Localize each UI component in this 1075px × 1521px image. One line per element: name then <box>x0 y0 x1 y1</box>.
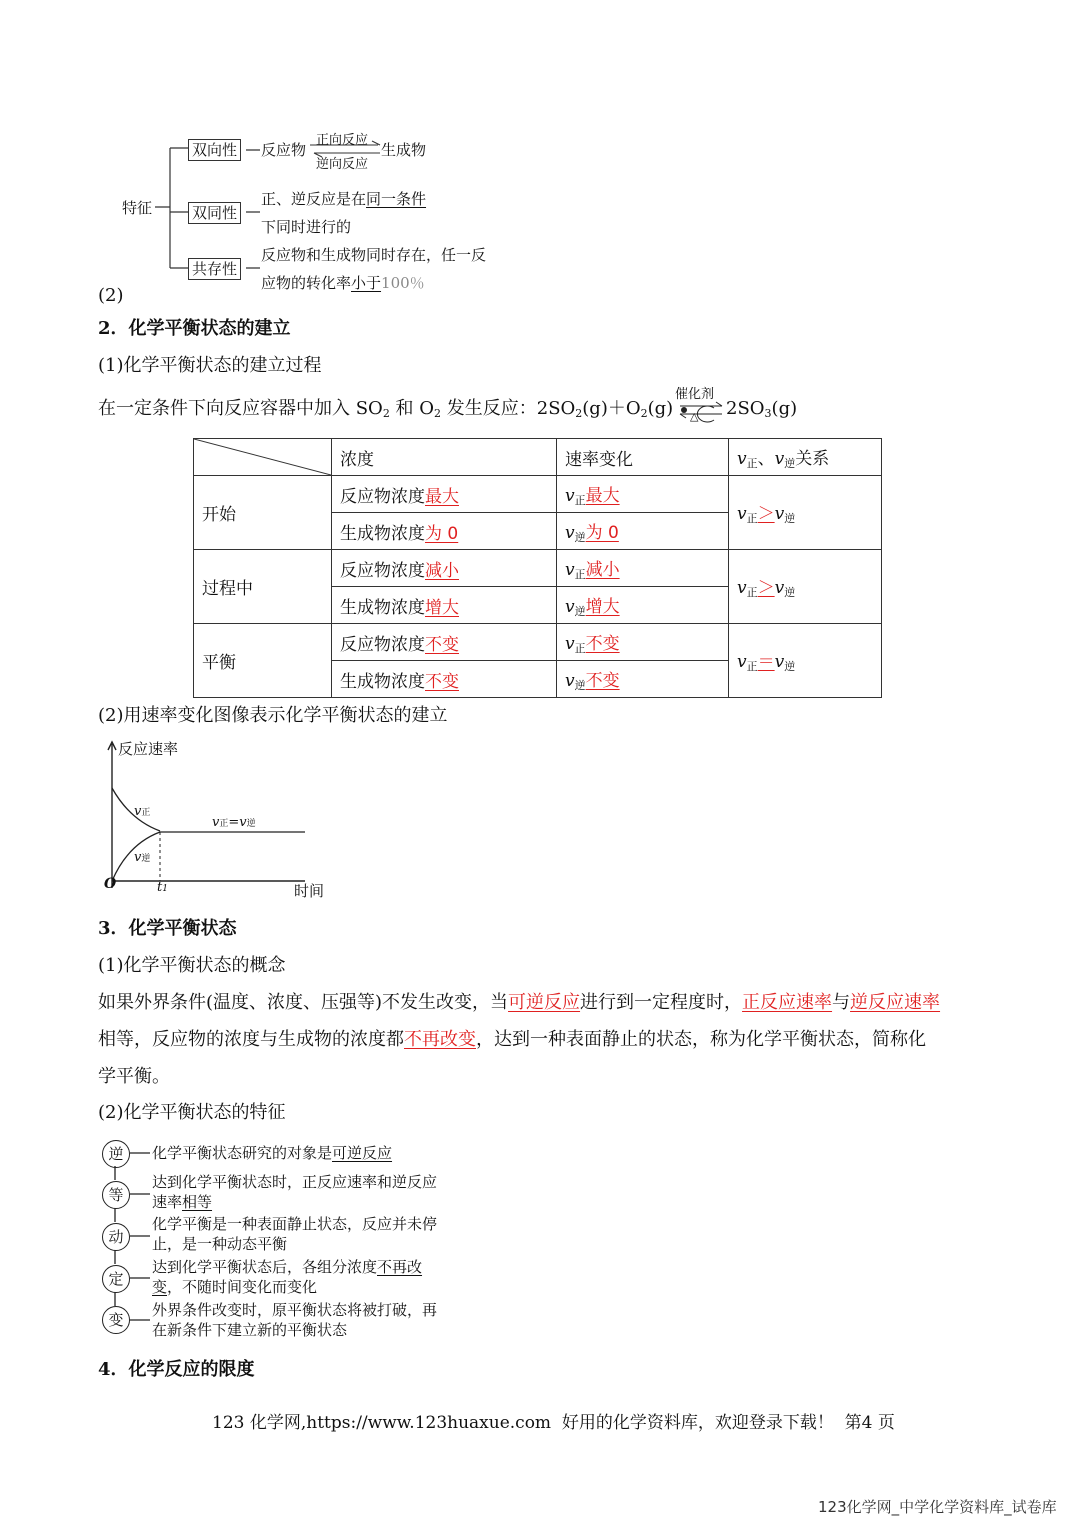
relation-cell: $v_正=v_逆$ <box>729 624 882 698</box>
rate-cell: $v_逆$增大 <box>557 587 729 624</box>
feature-root: 特征 <box>122 199 153 217</box>
graph-vfwd: v正 <box>134 804 151 819</box>
section2-sub1: (1)化学平衡状态的建立过程 <box>98 355 322 376</box>
feature-ding-line2: 变，不随时间变化而变化 <box>152 1278 318 1296</box>
feature-char-bian: 变 <box>102 1306 130 1334</box>
section4-heading: 4．化学反应的限度 <box>98 1359 255 1380</box>
table-row <box>194 624 882 661</box>
feature-char-ni: 逆 <box>102 1140 130 1168</box>
catalyst-label: 催化剂 <box>675 387 715 402</box>
stage-cell: 过程中 <box>194 550 332 624</box>
rate-cell: $v_逆$不变 <box>557 661 729 698</box>
rate-cell: $v_正$减小 <box>557 550 729 587</box>
section2-sub2: (2)用速率变化图像表示化学平衡状态的建立 <box>98 705 448 726</box>
section3-sub2: (2)化学平衡状态的特征 <box>98 1102 286 1123</box>
feature-ni-line: 化学平衡状态研究的对象是可逆反应 <box>152 1144 393 1162</box>
stage-cell: 平衡 <box>194 624 332 698</box>
coexist-line2: 应物的转化率小于100％ <box>261 274 425 292</box>
table-row <box>194 550 882 587</box>
forward-label: 正向反应 <box>316 133 369 148</box>
product-label: 生成物 <box>381 141 427 159</box>
conc-cell: 反应物浓度最大 <box>332 476 557 513</box>
same-line1: 正、逆反应是在同一条件 <box>261 190 427 208</box>
graph-origin: O <box>104 876 117 892</box>
section3-sub1: (1)化学平衡状态的概念 <box>98 955 286 976</box>
relation-cell: $v_正>v_逆$ <box>729 476 882 550</box>
graph-xlabel: 时间 <box>294 882 325 900</box>
reactant-label: 反应物 <box>261 141 307 159</box>
rate-cell: $v_逆$为 0 <box>557 513 729 550</box>
feature-deng-line1: 达到化学平衡状态时，正反应速率和逆反应 <box>152 1173 438 1191</box>
relation-cell: $v_正>v_逆$ <box>729 550 882 624</box>
reverse-label: 逆向反应 <box>316 157 369 172</box>
concept-line1: 如果外界条件(温度、浓度、压强等)不发生改变，当可逆反应进行到一定程度时，正反应速率与逆反应速率 <box>98 992 941 1013</box>
graph-vrev: v逆 <box>134 850 151 865</box>
rate-cell: $v_正$最大 <box>557 476 729 513</box>
section3-heading: 3．化学平衡状态 <box>98 918 237 939</box>
same-box: 双同性 <box>188 202 241 224</box>
page-footer: 123 化学网,https://www.123huaxue.com 好用的化学资料库，欢迎登录下载！ 第4 页 <box>212 1413 895 1433</box>
feature-dong-line1: 化学平衡是一种表面静止状态，反应并未停 <box>152 1215 438 1233</box>
feature-char-deng: 等 <box>102 1181 130 1209</box>
conc-cell: 反应物浓度减小 <box>332 550 557 587</box>
heat-label: △ <box>690 410 699 423</box>
graph-t1: t1 <box>157 880 168 895</box>
feature-bian-line2: 在新条件下建立新的平衡状态 <box>152 1321 348 1339</box>
reaction-product: $2SO_3(g)$ <box>726 398 798 420</box>
feature-ding-line1: 达到化学平衡状态后，各组分浓度不再改 <box>152 1258 423 1276</box>
conc-cell: 生成物浓度为 0 <box>332 513 557 550</box>
graph-ylabel: 反应速率 <box>118 740 179 758</box>
diagonal-header-cell <box>194 439 332 476</box>
table-header-row <box>194 439 882 476</box>
item2-label: (2) <box>98 285 124 306</box>
feature-bian-line1: 外界条件改变时，原平衡状态将被打破，再 <box>152 1301 438 1319</box>
section2-heading: 2．化学平衡状态的建立 <box>98 318 291 339</box>
stage-cell: 开始 <box>194 476 332 550</box>
feature-char-dong: 动 <box>102 1223 130 1251</box>
graph-veq: v正=v逆 <box>212 815 256 830</box>
conc-cell: 生成物浓度增大 <box>332 587 557 624</box>
header-relation: $v_正$、$v_逆$关系 <box>729 439 882 476</box>
rate-cell: $v_正$不变 <box>557 624 729 661</box>
same-line2: 下同时进行的 <box>261 218 352 236</box>
reaction-line: 在一定条件下向反应容器中加入 $SO_2$ 和 $O_2$ 发生反应：$2SO_2(g)+O_2(g)$ <box>98 398 674 420</box>
concept-line3: 学平衡。 <box>98 1066 170 1087</box>
coexist-box: 共存性 <box>188 258 241 280</box>
equilibrium-arrow-icon <box>676 400 726 424</box>
table-row <box>194 476 882 513</box>
bidirectional-box: 双向性 <box>188 139 241 161</box>
feature-deng-line2: 速率相等 <box>152 1193 213 1211</box>
conc-cell: 反应物浓度不变 <box>332 624 557 661</box>
concept-line2: 相等，反应物的浓度与生成物的浓度都不再改变，达到一种表面静止的状态，称为化学平衡状态，简称化 <box>98 1029 926 1050</box>
equilibrium-table <box>193 438 882 698</box>
feature-dong-line2: 止，是一种动态平衡 <box>152 1235 288 1253</box>
feature-char-ding: 定 <box>102 1265 130 1293</box>
header-concentration: 浓度 <box>332 439 557 476</box>
watermark: 123化学网_中学化学资料库_试卷库 <box>818 1498 1057 1516</box>
conc-cell: 生成物浓度不变 <box>332 661 557 698</box>
header-rate-change: 速率变化 <box>557 439 729 476</box>
coexist-line1: 反应物和生成物同时存在，任一反 <box>261 246 487 264</box>
